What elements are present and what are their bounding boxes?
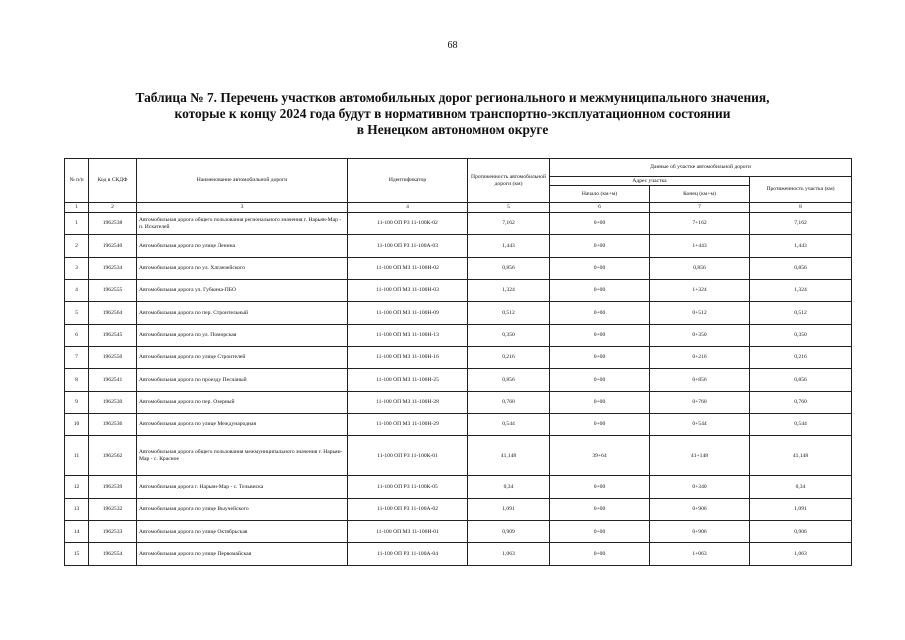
cell-section-length: 41,148 bbox=[750, 436, 852, 476]
cell-road-length: 0,856 bbox=[468, 257, 550, 279]
cell-num: 3 bbox=[65, 257, 89, 279]
cell-road-name: Автомобильная дорога по улице Выучейского bbox=[137, 498, 348, 520]
cell-road-length: 1,324 bbox=[468, 280, 550, 302]
cell-end: 0+512 bbox=[650, 302, 750, 324]
header-num: № п/п bbox=[65, 159, 89, 203]
cell-road-length: 1,443 bbox=[468, 235, 550, 257]
cell-code: 1962538 bbox=[89, 213, 137, 235]
table-row bbox=[65, 235, 852, 257]
cell-code: 1962554 bbox=[89, 543, 137, 565]
cell-identifier: 11-100 ОП РЗ 11-100А-04 bbox=[348, 543, 468, 565]
cell-section-length: 0,34 bbox=[750, 476, 852, 498]
cell-identifier: 11-100 ОП РЗ 11-100А-03 bbox=[348, 235, 468, 257]
column-number: 5 bbox=[468, 203, 550, 213]
title-line-3: в Ненецком автономном округе bbox=[356, 122, 549, 137]
cell-identifier: 11-100 ОП МЗ 11-100Н-25 bbox=[348, 369, 468, 391]
header-address: Адрес участка bbox=[550, 177, 750, 186]
header-section-length: Протяженность участка (км) bbox=[750, 177, 852, 203]
cell-end: 1+324 bbox=[650, 280, 750, 302]
cell-road-name: Автомобильная дорога по улице Октябрьская bbox=[137, 521, 348, 543]
cell-identifier: 11-100 ОП МЗ 11-100Н-03 bbox=[348, 280, 468, 302]
header-length: Протяженность автомобильной дороги (км) bbox=[468, 159, 550, 203]
cell-road-name: Автомобильная дорога по пер. Озерный bbox=[137, 391, 348, 413]
cell-num: 12 bbox=[65, 476, 89, 498]
cell-identifier: 11-100 ОП РЗ 11-100К-02 bbox=[348, 213, 468, 235]
cell-end: 7+162 bbox=[650, 213, 750, 235]
cell-start: 39+64 bbox=[550, 436, 650, 476]
table-row bbox=[65, 369, 852, 391]
cell-road-length: 0,216 bbox=[468, 347, 550, 369]
cell-end: 0+906 bbox=[650, 498, 750, 520]
cell-road-name: Автомобильная дорога по проезду Песчаный bbox=[137, 369, 348, 391]
cell-road-length: 7,162 bbox=[468, 213, 550, 235]
cell-section-length: 0,544 bbox=[750, 414, 852, 436]
cell-section-length: 0,350 bbox=[750, 324, 852, 346]
cell-start: 0+00 bbox=[550, 414, 650, 436]
cell-num: 8 bbox=[65, 369, 89, 391]
header-section-data: Данные об участке автомобильной дороги bbox=[550, 159, 852, 177]
cell-identifier: 11-100 ОП РЗ 11-100А-02 bbox=[348, 498, 468, 520]
cell-start: 0+00 bbox=[550, 257, 650, 279]
cell-identifier: 11-100 ОП МЗ 11-100Н-13 bbox=[348, 324, 468, 346]
cell-section-length: 1,063 bbox=[750, 543, 852, 565]
cell-end: 0+340 bbox=[650, 476, 750, 498]
cell-code: 1962530 bbox=[89, 391, 137, 413]
cell-section-length: 0,906 bbox=[750, 521, 852, 543]
cell-road-length: 1,091 bbox=[468, 498, 550, 520]
cell-start: 0+00 bbox=[550, 369, 650, 391]
cell-start: 0+00 bbox=[550, 498, 650, 520]
header-end: Конец (км+м) bbox=[650, 186, 750, 203]
column-number: 8 bbox=[750, 203, 852, 213]
table-row bbox=[65, 436, 852, 476]
cell-start: 0+00 bbox=[550, 543, 650, 565]
cell-road-length: 0,760 bbox=[468, 391, 550, 413]
cell-road-name: Автомобильная дорога по ул. Поморская bbox=[137, 324, 348, 346]
cell-code: 1962545 bbox=[89, 324, 137, 346]
cell-identifier: 11-100 ОП МЗ 11-100Н-16 bbox=[348, 347, 468, 369]
cell-code: 1962533 bbox=[89, 521, 137, 543]
cell-road-name: Автомобильная дорога г. Нарьян-Мар - с. Тельвиска bbox=[137, 476, 348, 498]
column-number: 1 bbox=[65, 203, 89, 213]
cell-code: 1962540 bbox=[89, 235, 137, 257]
roads-table bbox=[64, 158, 852, 566]
cell-end: 0+906 bbox=[650, 521, 750, 543]
cell-num: 4 bbox=[65, 280, 89, 302]
table-row bbox=[65, 476, 852, 498]
cell-code: 1962562 bbox=[89, 436, 137, 476]
cell-start: 0+00 bbox=[550, 521, 650, 543]
column-number: 3 bbox=[137, 203, 348, 213]
cell-num: 15 bbox=[65, 543, 89, 565]
table-row bbox=[65, 391, 852, 413]
page-number: 68 bbox=[447, 40, 458, 51]
cell-start: 0+00 bbox=[550, 324, 650, 346]
cell-road-length: 0,544 bbox=[468, 414, 550, 436]
cell-section-length: 7,162 bbox=[750, 213, 852, 235]
cell-section-length: 1,443 bbox=[750, 235, 852, 257]
cell-code: 1962532 bbox=[89, 498, 137, 520]
table-row bbox=[65, 302, 852, 324]
cell-end: 0+544 bbox=[650, 414, 750, 436]
column-number: 7 bbox=[650, 203, 750, 213]
header-name: Наименование автомобильной дороги bbox=[137, 159, 348, 203]
header-id: Идентификатор bbox=[348, 159, 468, 203]
cell-code: 1962534 bbox=[89, 257, 137, 279]
cell-num: 5 bbox=[65, 302, 89, 324]
cell-end: 41+148 bbox=[650, 436, 750, 476]
cell-road-length: 0,350 bbox=[468, 324, 550, 346]
header-code: Код в СКДФ bbox=[89, 159, 137, 203]
cell-code: 1962555 bbox=[89, 280, 137, 302]
cell-end: 0+856 bbox=[650, 369, 750, 391]
cell-section-length: 0,760 bbox=[750, 391, 852, 413]
table-body bbox=[65, 213, 852, 566]
cell-road-name: Автомобильная дорога по улице Международная bbox=[137, 414, 348, 436]
cell-end: 0+760 bbox=[650, 391, 750, 413]
column-number: 6 bbox=[550, 203, 650, 213]
cell-road-length: 41,148 bbox=[468, 436, 550, 476]
cell-start: 0+00 bbox=[550, 476, 650, 498]
cell-num: 6 bbox=[65, 324, 89, 346]
cell-identifier: 11-100 ОП МЗ 11-100Н-28 bbox=[348, 391, 468, 413]
cell-start: 0+00 bbox=[550, 280, 650, 302]
cell-num: 11 bbox=[65, 436, 89, 476]
cell-identifier: 11-100 ОП МЗ 11-100Н-29 bbox=[348, 414, 468, 436]
cell-identifier: 11-100 ОП МЗ 11-100Н-02 bbox=[348, 257, 468, 279]
cell-num: 13 bbox=[65, 498, 89, 520]
cell-start: 0+00 bbox=[550, 302, 650, 324]
cell-start: 0+00 bbox=[550, 213, 650, 235]
table-row bbox=[65, 347, 852, 369]
cell-code: 1962550 bbox=[89, 347, 137, 369]
cell-road-name: Автомобильная дорога по пер. Строительный bbox=[137, 302, 348, 324]
cell-num: 7 bbox=[65, 347, 89, 369]
cell-road-name: Автомобильная дорога по ул. Хатанзейского bbox=[137, 257, 348, 279]
cell-start: 0+00 bbox=[550, 235, 650, 257]
cell-end: 0,856 bbox=[650, 257, 750, 279]
cell-road-length: 1,063 bbox=[468, 543, 550, 565]
cell-section-length: 1,091 bbox=[750, 498, 852, 520]
table-row bbox=[65, 543, 852, 565]
cell-road-name: Автомобильная дорога ул. Губкина-ПБО bbox=[137, 280, 348, 302]
cell-identifier: 11-100 ОП РЗ 11-100К-01 bbox=[348, 436, 468, 476]
cell-identifier: 11-100 ОП МЗ 11-100Н-09 bbox=[348, 302, 468, 324]
cell-road-length: 0,856 bbox=[468, 369, 550, 391]
column-number: 4 bbox=[348, 203, 468, 213]
cell-num: 14 bbox=[65, 521, 89, 543]
cell-start: 0+00 bbox=[550, 391, 650, 413]
cell-road-name: Автомобильная дорога по улице Строителей bbox=[137, 347, 348, 369]
cell-end: 0+350 bbox=[650, 324, 750, 346]
cell-road-name: Автомобильная дорога по улице Первомайская bbox=[137, 543, 348, 565]
table-row bbox=[65, 213, 852, 235]
table-row bbox=[65, 498, 852, 520]
cell-code: 1962541 bbox=[89, 369, 137, 391]
title-line-1: Таблица № 7. Перечень участков автомобильных дорог регионального и межмуниципального значения, bbox=[135, 90, 770, 105]
cell-section-length: 0,512 bbox=[750, 302, 852, 324]
table-row bbox=[65, 280, 852, 302]
cell-identifier: 11-100 ОП МЗ 11-100Н-01 bbox=[348, 521, 468, 543]
cell-road-name: Автомобильная дорога общего пользования межмуниципального значения г. Нарьян-Мар - с. Красное bbox=[137, 436, 348, 476]
cell-code: 1962564 bbox=[89, 302, 137, 324]
cell-num: 2 bbox=[65, 235, 89, 257]
table-row bbox=[65, 257, 852, 279]
column-number: 2 bbox=[89, 203, 137, 213]
table-row bbox=[65, 521, 852, 543]
cell-end: 1+443 bbox=[650, 235, 750, 257]
cell-start: 0+00 bbox=[550, 347, 650, 369]
cell-road-length: 0,34 bbox=[468, 476, 550, 498]
cell-section-length: 0,216 bbox=[750, 347, 852, 369]
cell-num: 9 bbox=[65, 391, 89, 413]
cell-road-length: 0,512 bbox=[468, 302, 550, 324]
cell-section-length: 0,856 bbox=[750, 257, 852, 279]
cell-identifier: 11-100 ОП РЗ 11-100К-05 bbox=[348, 476, 468, 498]
cell-code: 1962536 bbox=[89, 414, 137, 436]
cell-num: 1 bbox=[65, 213, 89, 235]
header-start: Начало (км+м) bbox=[550, 186, 650, 203]
cell-end: 0+216 bbox=[650, 347, 750, 369]
cell-end: 1+063 bbox=[650, 543, 750, 565]
cell-section-length: 0,856 bbox=[750, 369, 852, 391]
title-line-2: которые к концу 2024 года будут в нормативном транспортно-эксплуатационном состоянии bbox=[174, 106, 731, 121]
cell-num: 10 bbox=[65, 414, 89, 436]
cell-code: 1962539 bbox=[89, 476, 137, 498]
cell-road-name: Автомобильная дорога по улице Ленина bbox=[137, 235, 348, 257]
cell-road-length: 0,909 bbox=[468, 521, 550, 543]
cell-section-length: 1,324 bbox=[750, 280, 852, 302]
cell-road-name: Автомобильная дорога общего пользования регионального значения г. Нарьян-Мар - п. Искателей bbox=[137, 213, 348, 235]
page-title bbox=[60, 90, 845, 138]
table-row bbox=[65, 324, 852, 346]
table-row bbox=[65, 414, 852, 436]
